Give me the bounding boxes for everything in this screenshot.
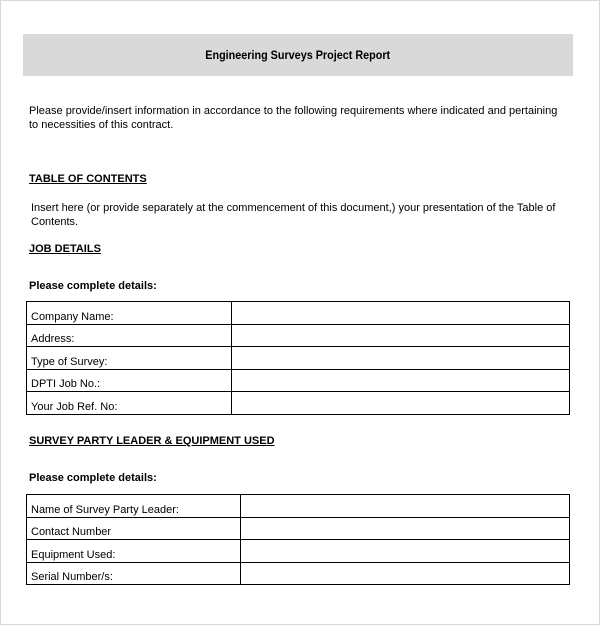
toc-heading: TABLE OF CONTENTS	[29, 173, 147, 185]
survey-party-table	[26, 494, 570, 585]
equipment-used-field[interactable]	[240, 540, 569, 563]
job-details-prompt: Please complete details:	[29, 280, 157, 292]
address-field[interactable]	[231, 324, 569, 347]
table-row	[27, 324, 570, 347]
company-name-field[interactable]	[231, 302, 569, 325]
equipment-used-label: Equipment Used:	[31, 548, 116, 561]
field-label	[27, 324, 232, 347]
field-label	[27, 495, 241, 518]
document-title-bar	[23, 34, 573, 76]
job-ref-no-field[interactable]	[231, 392, 569, 415]
document-title: Engineering Surveys Project Report	[205, 48, 391, 62]
toc-text: Insert here (or provide separately at the commencement of this document,) your presentation of the Table of Contents.	[31, 202, 556, 228]
party-leader-label: Name of Survey Party Leader:	[31, 503, 179, 516]
field-label	[27, 562, 241, 585]
intro-paragraph: Please provide/insert information in accordance to the following requirements where indicated and pertaining to necessities of this contract.	[29, 105, 558, 131]
field-label	[27, 392, 232, 415]
address-label: Address:	[31, 333, 75, 345]
table-row	[27, 302, 570, 325]
serial-numbers-field[interactable]	[240, 562, 569, 585]
field-label	[27, 369, 232, 392]
field-label	[27, 540, 241, 563]
field-label	[27, 302, 232, 325]
table-row	[27, 347, 570, 370]
table-row	[27, 517, 570, 540]
party-leader-field[interactable]	[240, 495, 569, 518]
contact-number-field[interactable]	[240, 517, 569, 540]
job-details-heading: JOB DETAILS	[29, 243, 101, 255]
table-row	[27, 540, 570, 563]
company-name-label: Company Name:	[31, 310, 114, 323]
type-of-survey-label: Type of Survey:	[31, 355, 108, 368]
dpti-job-no-field[interactable]	[231, 369, 569, 392]
type-of-survey-field[interactable]	[231, 347, 569, 370]
serial-numbers-label: Serial Number/s:	[31, 571, 113, 583]
field-label	[27, 347, 232, 370]
dpti-job-no-label: DPTI Job No.:	[31, 378, 101, 390]
field-label	[27, 517, 241, 540]
table-row	[27, 392, 570, 415]
table-row	[27, 562, 570, 585]
job-ref-no-label: Your Job Ref. No:	[31, 400, 118, 413]
job-details-table	[26, 301, 570, 415]
survey-party-prompt: Please complete details:	[29, 472, 157, 484]
contact-number-label: Contact Number	[31, 526, 112, 538]
table-row	[27, 369, 570, 392]
survey-party-heading: SURVEY PARTY LEADER & EQUIPMENT USED	[29, 435, 275, 447]
table-row	[27, 495, 570, 518]
